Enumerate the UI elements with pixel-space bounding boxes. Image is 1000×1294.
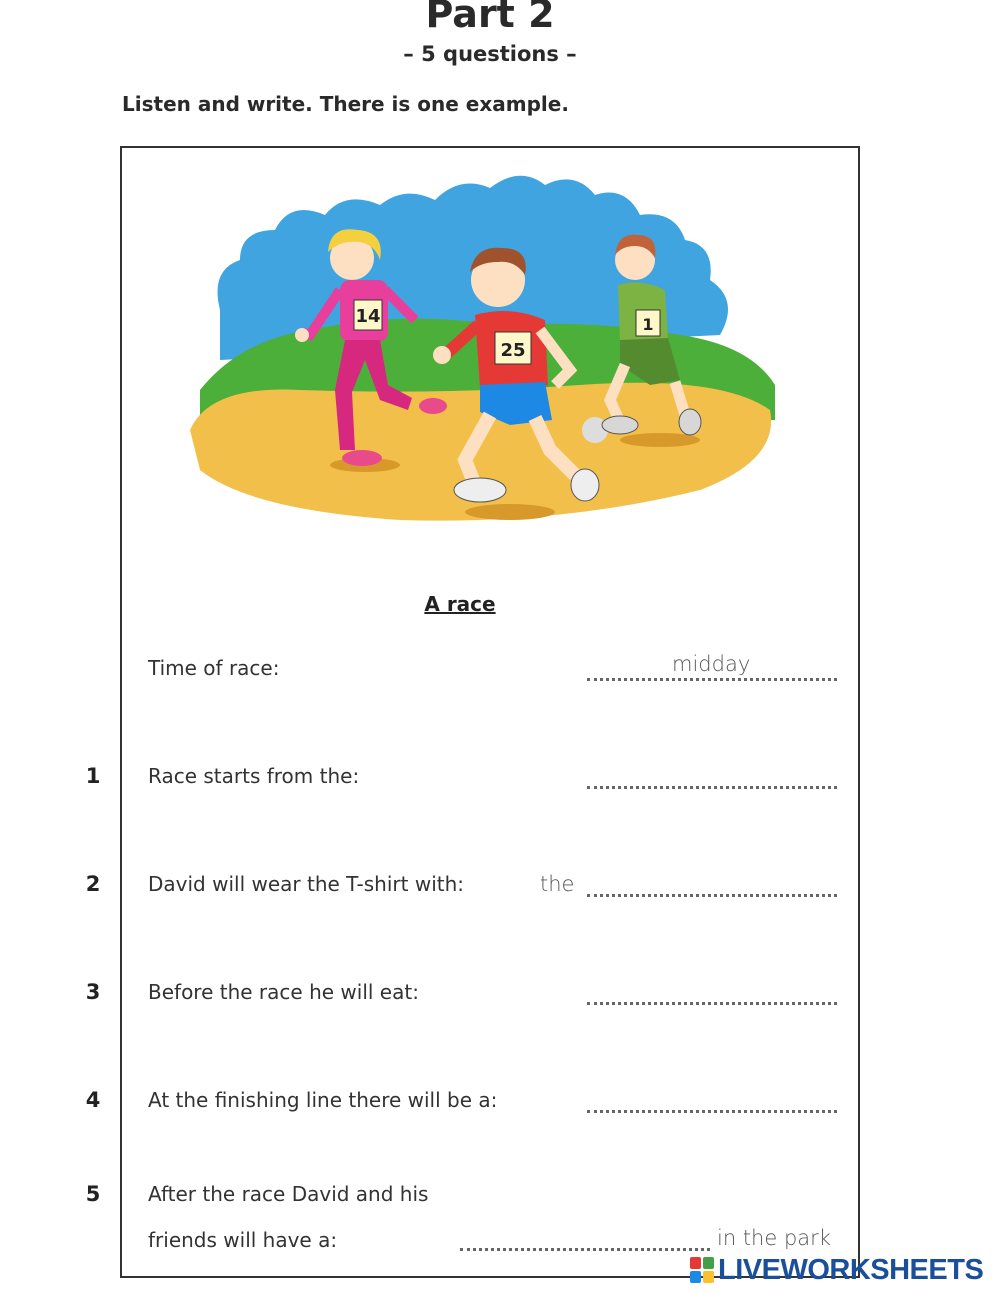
answer-prefix: the [540,872,575,896]
question-text: David will wear the T-shirt with: [148,872,465,896]
bib-14: 14 [355,306,381,327]
question-number: 2 [85,872,101,896]
question-text-line2: friends will have a: [148,1228,338,1252]
race-illustration [180,160,780,530]
answer-field-2[interactable] [587,892,837,897]
liveworksheets-logo [690,1253,983,1287]
example-label: Time of race: [148,656,280,680]
question-number: 3 [85,980,101,1004]
logo-square [690,1271,701,1283]
question-number: 1 [85,764,101,788]
question-number: 5 [85,1182,101,1206]
section-heading: A race [424,592,496,616]
logo-grid-icon [690,1257,714,1283]
instruction-text: Listen and write. There is one example. [122,92,569,116]
question-text: Before the race he will eat: [148,980,419,1004]
answer-field-5[interactable] [460,1246,710,1251]
answer-field-1[interactable] [587,784,837,789]
logo-square [703,1271,714,1283]
answer-suffix: in the park [717,1226,831,1250]
page-title: Part 2 [425,0,555,36]
logo-square [703,1257,714,1269]
answer-field-4[interactable] [587,1108,837,1113]
question-text: At the finishing line there will be a: [148,1088,498,1112]
logo-text: LIVEWORKSHEETS [718,1253,984,1286]
example-answer: midday [672,652,751,676]
question-text: Race starts from the: [148,764,360,788]
answer-field-3[interactable] [587,1000,837,1005]
logo-square [690,1257,701,1269]
example-answer-line [587,676,837,681]
page-subtitle: – 5 questions – [403,42,577,66]
bib-25: 25 [500,340,526,361]
question-text-line1: After the race David and his [148,1182,429,1206]
shadow [465,504,555,520]
question-number: 4 [85,1088,101,1112]
bib-1: 1 [642,315,654,334]
